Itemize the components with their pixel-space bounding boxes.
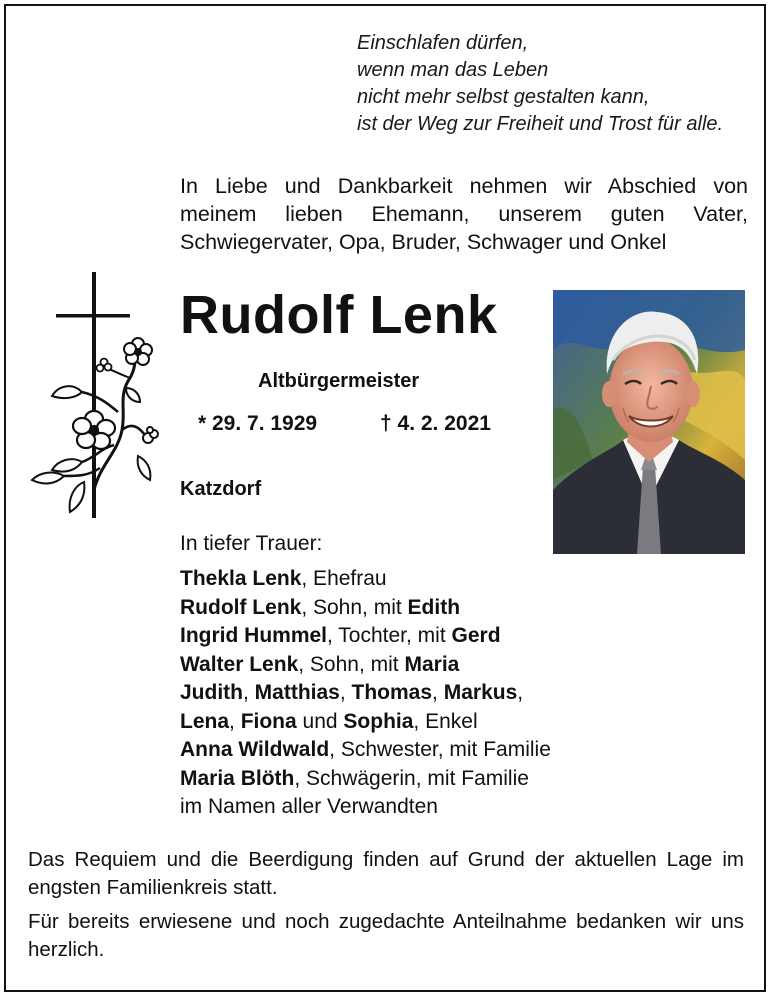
poem [357, 30, 723, 138]
funeral-notice: Das Requiem und die Beerdigung finden auf Grund der aktuellen Lage im engsten Familienkreis statt. [28, 848, 744, 899]
grandchild-name: Matthias [254, 681, 340, 704]
list-item [180, 736, 551, 765]
grandchild-name: Fiona [240, 709, 297, 733]
mourner-name: Thekla Lenk [180, 567, 302, 590]
conjunction: und [296, 709, 344, 733]
list-item: Judith, Matthias, Thomas, Markus, [180, 681, 524, 704]
grandchild-name: Judith [180, 681, 243, 704]
poem-line: wenn man das Leben [357, 59, 549, 81]
poem-line: ist der Weg zur Freiheit und Trost für alle. [357, 113, 724, 135]
list-item [180, 622, 551, 651]
intro-line: In Liebe und Dankbarkeit nehmen wir Abschied von [180, 174, 748, 198]
list-item [180, 594, 551, 623]
mourners-label: In tiefer Trauer: [180, 532, 323, 555]
list-item [180, 765, 551, 794]
mourner-relation: , Ehefrau [301, 567, 387, 590]
hometown: Katzdorf [180, 478, 262, 500]
intro-text [180, 172, 748, 256]
poem-line: nicht mehr selbst gestalten kann, [357, 86, 650, 108]
mourner-relation: , Schwägerin, mit Familie [294, 766, 529, 790]
thanks-notice: Für bereits erwiesene und noch zugedachte Anteilnahme bedanken wir uns herzlich. [28, 910, 744, 961]
mourner-name: Ingrid Hummel [180, 624, 328, 647]
mourner-name: Anna Wildwald [180, 738, 330, 761]
list-item [180, 565, 551, 594]
grandchild-name: Sophia [343, 709, 414, 733]
mourner-relation: , Enkel [413, 709, 478, 733]
mourner-relation: , Schwester, mit Familie [329, 738, 551, 761]
birth-date: * 29. 7. 1929 [198, 412, 318, 435]
mourner-name: Walter Lenk [180, 652, 299, 676]
list-item [180, 651, 551, 680]
mourner-name: Rudolf Lenk [180, 595, 302, 619]
mourners-list [180, 565, 551, 822]
mourner-relation: , Sohn, mit [301, 595, 408, 619]
poem-line: Einschlafen dürfen, [357, 32, 529, 54]
mourner-partner: Edith [407, 595, 461, 619]
cross-with-flowers-icon [22, 270, 172, 522]
intro-line: meinem lieben Ehemann, unserem guten Vater, [180, 202, 748, 226]
grandchild-name: Lena [180, 709, 230, 733]
grandchild-name: Markus [443, 681, 518, 704]
mourner-partner: Maria [404, 652, 460, 676]
deceased-name: Rudolf Lenk [180, 285, 498, 345]
list-item: im Namen aller Verwandten [180, 795, 438, 818]
death-date: † 4. 2. 2021 [380, 412, 491, 435]
mourner-relation: , Tochter, mit [327, 624, 452, 647]
deceased-title: Altbürgermeister [258, 370, 420, 392]
mourner-partner: Gerd [451, 624, 501, 647]
list-item: Lena, Fiona und Sophia, Enkel [180, 709, 478, 733]
grandchild-name: Thomas [351, 681, 433, 704]
intro-line: Schwiegervater, Opa, Bruder, Schwager und Onkel [180, 230, 667, 254]
mourner-relation: , Sohn, mit [298, 652, 405, 676]
portrait-photo [553, 290, 745, 554]
mourner-name: Maria Blöth [180, 766, 295, 790]
